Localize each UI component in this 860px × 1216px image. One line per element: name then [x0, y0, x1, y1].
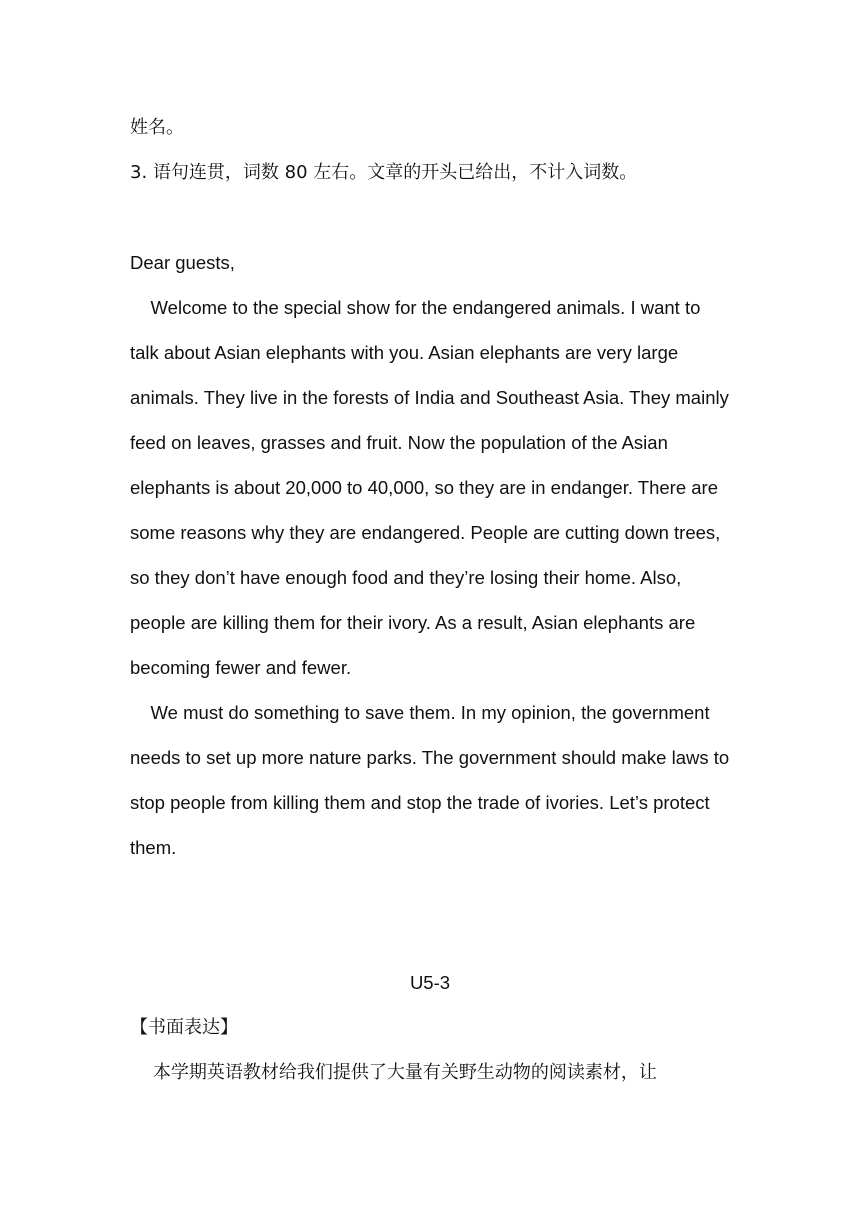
section-intro: 本学期英语教材给我们提供了大量有关野生动物的阅读素材，让: [130, 1062, 657, 1083]
letter-salutation: Dear guests,: [130, 252, 235, 273]
letter-line: becoming fewer and fewer.: [130, 657, 352, 678]
letter-line: talk about Asian elephants with you. Asian elephants are very large: [130, 342, 679, 363]
letter-line: needs to set up more nature parks. The government should make laws to: [130, 747, 730, 768]
letter-line: stop people from killing them and stop the trade of ivories. Let’s protect: [130, 792, 710, 813]
letter-line: We must do something to save them. In my opinion, the government: [130, 702, 710, 723]
letter-line: some reasons why they are endangered. People are cutting down trees,: [130, 522, 721, 543]
instruction-line-name: 姓名。: [130, 117, 184, 138]
instruction-line-word-count: 3. 语句连贯，词数 80 左右。文章的开头已给出，不计入词数。: [130, 162, 638, 183]
letter-line: animals. They live in the forests of India and Southeast Asia. They mainly: [130, 387, 729, 408]
section-heading: 【书面表达】: [130, 1017, 238, 1038]
letter-line: elephants is about 20,000 to 40,000, so they are in endanger. There are: [130, 477, 718, 498]
letter-line: Welcome to the special show for the endangered animals. I want to: [130, 297, 701, 318]
letter-line: so they don’t have enough food and they’re losing their home. Also,: [130, 567, 682, 588]
letter-line: people are killing them for their ivory. As a result, Asian elephants are: [130, 612, 696, 633]
letter-line: feed on leaves, grasses and fruit. Now the population of the Asian: [130, 432, 668, 453]
section-code: U5-3: [409, 972, 451, 993]
letter-line: them.: [130, 837, 177, 858]
